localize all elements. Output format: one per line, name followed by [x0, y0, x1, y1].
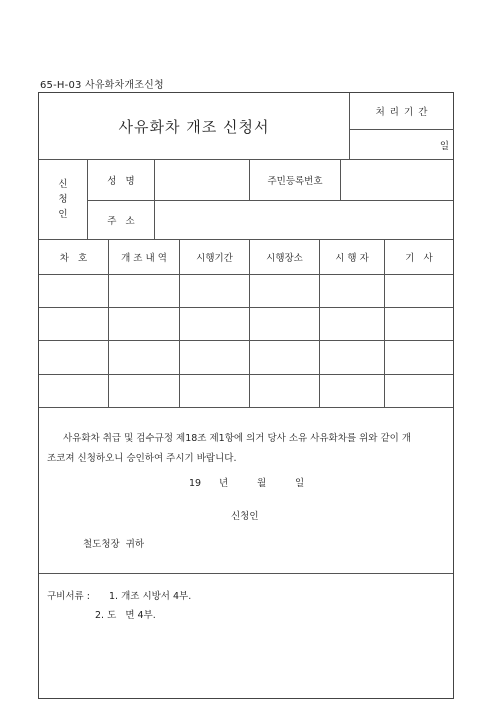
table-row[interactable]: [39, 341, 453, 374]
header-remarks: 기 사: [405, 253, 433, 264]
attachment-item: 2. 도 면 4부.: [95, 610, 156, 621]
processing-period-unit: 일: [439, 140, 449, 152]
statement-line-2: 조코져 신청하오니 승인하여 주시기 바랍니다.: [47, 453, 237, 464]
header-execution-period: 시행기간: [196, 253, 233, 264]
header-execution-place: 시행장소: [266, 253, 303, 264]
processing-period-label: 처 리 기 간: [375, 107, 429, 118]
statement-line-1: 사유화차 취급 및 검수규정 제18조 제1항에 의거 당사 소유 사유화차를 위와 같이 개: [63, 433, 412, 444]
address-field[interactable]: [155, 201, 453, 239]
attachments-label: 구비서류 :: [47, 591, 90, 602]
date-year-unit: 년: [219, 478, 229, 489]
application-date: [189, 474, 309, 494]
date-year: 19: [189, 478, 202, 489]
date-month-unit: 월: [257, 478, 267, 489]
address-label: 주 소: [107, 216, 135, 227]
applicant-group-label: 신 청 인: [58, 179, 68, 220]
name-field[interactable]: [155, 160, 249, 200]
resident-id-field[interactable]: [341, 160, 453, 200]
form-title: 사유화차 개조 신청서: [118, 117, 270, 136]
header-car-number: 차 호: [59, 253, 88, 264]
attachment-item: 1. 개조 시방서 4부.: [109, 591, 192, 602]
table-row[interactable]: [39, 308, 453, 340]
application-form: [38, 92, 454, 699]
header-modification-details: 개 조 내 역: [121, 253, 167, 264]
name-label: 성 명: [107, 176, 135, 187]
form-code: 65-H-03 사유화차개조신청: [40, 80, 164, 91]
table-row[interactable]: [39, 275, 453, 307]
header-executor: 시 행 자: [335, 253, 369, 264]
signer-label: 신청인: [231, 511, 259, 522]
recipient: 철도청장 귀하: [83, 539, 145, 550]
table-row[interactable]: [39, 375, 453, 407]
resident-id-label: 주민등록번호: [267, 176, 323, 187]
date-day-unit: 일: [295, 478, 305, 489]
